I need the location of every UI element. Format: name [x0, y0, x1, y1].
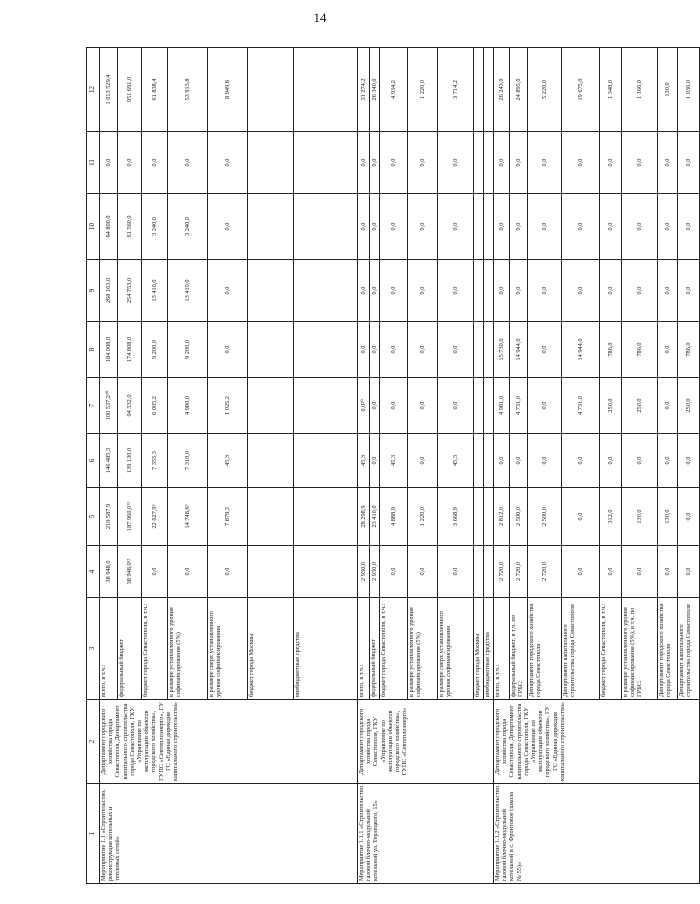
- amount-cell: [474, 434, 484, 488]
- amount-cell: [484, 260, 494, 322]
- amount-cell: 1 220,0: [408, 48, 438, 132]
- amount-cell: 0,0: [494, 260, 510, 322]
- amount-cell: 0,0: [370, 322, 380, 378]
- amount-cell: 0,0: [380, 546, 408, 598]
- amount-cell: 786,0: [622, 322, 658, 378]
- amount-cell: [474, 260, 484, 322]
- table-row: [100, 48, 118, 884]
- amount-cell: 0,0: [658, 322, 678, 378]
- funding-source-cell: внебюджетные средства: [294, 598, 358, 700]
- amount-cell: 0,0: [494, 194, 510, 260]
- column-number: 3: [87, 598, 100, 700]
- amount-cell: 0,0: [658, 546, 678, 598]
- amount-cell: 0,0: [208, 194, 248, 260]
- amount-cell: 0,0: [358, 194, 370, 260]
- amount-cell: 786,0: [600, 322, 622, 378]
- amount-cell: [484, 132, 494, 194]
- amount-cell: 0,0: [562, 546, 600, 598]
- amount-cell: 250,0: [622, 378, 658, 434]
- amount-cell: [294, 132, 358, 194]
- amount-cell: 0,0: [408, 434, 438, 488]
- amount-cell: 0,0: [408, 132, 438, 194]
- amount-cell: 2 720,0: [528, 546, 562, 598]
- amount-cell: 786,0: [678, 322, 700, 378]
- amount-cell: [248, 378, 294, 434]
- amount-cell: [294, 322, 358, 378]
- amount-cell: 15 730,0: [494, 322, 510, 378]
- amount-cell: 100 537,2²⁰: [100, 378, 118, 434]
- funding-source-cell: в размере установленного уровня софинансирования (5%): [408, 598, 438, 700]
- amount-cell: 0,0: [528, 322, 562, 378]
- amount-cell: 0,0: [528, 132, 562, 194]
- amount-cell: [294, 488, 358, 546]
- amount-cell: 0,0: [408, 546, 438, 598]
- amount-cell: 1 013 529,4: [100, 48, 118, 132]
- amount-cell: 0,0: [380, 194, 408, 260]
- amount-cell: 0,0: [208, 322, 248, 378]
- amount-cell: 4 888,9: [380, 488, 408, 546]
- amount-cell: 45,3: [380, 434, 408, 488]
- amount-cell: 139 130,0: [118, 434, 142, 488]
- amount-cell: 0,0: [622, 546, 658, 598]
- amount-cell: 0,0: [678, 488, 700, 546]
- amount-cell: 0,0: [438, 194, 474, 260]
- event-name-cell: Мероприятие 1.1 «Строительство, реконструкция котельных и тепловых сетей»: [100, 784, 358, 884]
- amount-cell: 0,0: [600, 132, 622, 194]
- amount-cell: [474, 194, 484, 260]
- amount-cell: 0,0: [380, 132, 408, 194]
- amount-cell: 61 560,0: [118, 194, 142, 260]
- amount-cell: [294, 546, 358, 598]
- amount-cell: 0,0: [100, 132, 118, 194]
- amount-cell: 268 163,0: [100, 260, 118, 322]
- amount-cell: 0,0: [528, 434, 562, 488]
- amount-cell: 3 240,0: [142, 194, 168, 260]
- funding-source-cell: Департамент городского хозяйства города Севастополя: [658, 598, 678, 700]
- amount-cell: [474, 322, 484, 378]
- amount-cell: 0,0: [408, 260, 438, 322]
- amount-cell: 26 243,0: [494, 48, 510, 132]
- funding-source-cell: в размере сверх установленного уровня софинансирования: [208, 598, 248, 700]
- amount-cell: 7 879,3: [208, 488, 248, 546]
- amount-cell: 38 948,0¹²: [118, 546, 142, 598]
- amount-cell: 13 410,0: [142, 260, 168, 322]
- amount-cell: [484, 322, 494, 378]
- amount-cell: 0,0: [678, 260, 700, 322]
- amount-cell: 0,0: [562, 488, 600, 546]
- amount-cell: 3 668,9: [438, 488, 474, 546]
- amount-cell: 38 948,0: [100, 546, 118, 598]
- amount-cell: 2 812,0: [494, 488, 510, 546]
- amount-cell: 951 691,0: [118, 48, 142, 132]
- amount-cell: 0,0: [438, 546, 474, 598]
- funding-source-cell: федеральный бюджет: [118, 598, 142, 700]
- amount-cell: 0,0: [208, 260, 248, 322]
- amount-cell: 250,0: [678, 378, 700, 434]
- column-number-row: [87, 48, 100, 884]
- funding-source-cell: бюджет города Севастополя, в т.ч.:: [380, 598, 408, 700]
- amount-cell: 0,0: [622, 194, 658, 260]
- amount-cell: 0,0: [142, 132, 168, 194]
- column-number: 9: [87, 260, 100, 322]
- amount-cell: 0,0: [370, 194, 380, 260]
- column-number: 4: [87, 546, 100, 598]
- amount-cell: 8 949,8: [208, 48, 248, 132]
- amount-cell: 0,0: [678, 434, 700, 488]
- amount-cell: 174 808,0: [118, 322, 142, 378]
- amount-cell: 0,0: [562, 132, 600, 194]
- column-number: 6: [87, 434, 100, 488]
- amount-cell: 0,0: [370, 434, 380, 488]
- amount-cell: [294, 48, 358, 132]
- funding-source-cell: в размере установленного уровня софинансирования (5%): [168, 598, 208, 700]
- amount-cell: 0,0: [438, 322, 474, 378]
- amount-cell: 254 753,0: [118, 260, 142, 322]
- funding-source-cell: бюджет города Севастополя, в т.ч.:: [142, 598, 168, 700]
- amount-cell: 9 200,0: [168, 322, 208, 378]
- amount-cell: 4 981,0: [494, 378, 510, 434]
- funding-source-cell: бюджет города Москвы: [248, 598, 294, 700]
- amount-cell: 3 240,0: [168, 194, 208, 260]
- amount-cell: 4 934,2: [380, 48, 408, 132]
- amount-cell: 0,0: [438, 260, 474, 322]
- amount-cell: 130,0: [622, 488, 658, 546]
- amount-cell: 2 720,0: [494, 546, 510, 598]
- funding-source-cell: бюджет города Севастополя, в т.ч.:: [600, 598, 622, 700]
- amount-cell: 64 800,0: [100, 194, 118, 260]
- amount-cell: 0,0: [528, 260, 562, 322]
- amount-cell: 0,0: [370, 260, 380, 322]
- column-number: 5: [87, 488, 100, 546]
- funding-source-cell: всего, в т.ч.:: [494, 598, 510, 700]
- amount-cell: 250,0: [600, 378, 622, 434]
- amount-cell: [248, 48, 294, 132]
- amount-cell: 0,0: [658, 194, 678, 260]
- amount-cell: 31 274,2: [358, 48, 370, 132]
- amount-cell: 0,0: [600, 194, 622, 260]
- executor-cell: Департамент городского хозяйства города Севастополя, Департамент капитального строительства города Севастополя, ГКУ «Управление по эксплуатации объектов городского хозяйства», ГУПС «Севтеплоэнерго», ГУ ГС «Единая дирекция капитального строительства»: [100, 700, 358, 784]
- budget-table: [86, 47, 700, 884]
- amount-cell: 0,0: [510, 132, 528, 194]
- funding-source-cell: федеральный бюджет, в т.ч. по ГРБС:: [510, 598, 528, 700]
- amount-cell: [474, 378, 484, 434]
- amount-cell: 1 348,0: [600, 48, 622, 132]
- amount-cell: 0,0: [678, 132, 700, 194]
- amount-cell: 2 930,0: [370, 546, 380, 598]
- amount-cell: [484, 48, 494, 132]
- amount-cell: [248, 434, 294, 488]
- amount-cell: 0,0: [168, 132, 208, 194]
- amount-cell: 0,0: [438, 132, 474, 194]
- funding-source-cell: всего, в т.ч.:: [358, 598, 370, 700]
- amount-cell: 0,0: [380, 378, 408, 434]
- amount-cell: 0,0: [678, 546, 700, 598]
- amount-cell: 0,0: [562, 434, 600, 488]
- executor-cell: Департамент городского хозяйства города Севастополя, ГКУ «Управление по эксплуатации объектов городского хозяйства», ГУПС «Севтеплоэнерго»: [358, 700, 494, 784]
- amount-cell: 0,0: [658, 260, 678, 322]
- amount-cell: [474, 488, 484, 546]
- amount-cell: 0,0: [600, 260, 622, 322]
- amount-cell: 0,0: [358, 322, 370, 378]
- amount-cell: 0,0: [562, 260, 600, 322]
- amount-cell: 22 627,9³: [142, 488, 168, 546]
- amount-cell: 1 220,0: [408, 488, 438, 546]
- amount-cell: 0,0: [380, 322, 408, 378]
- amount-cell: 2 500,0: [528, 488, 562, 546]
- amount-cell: 0,0: [510, 434, 528, 488]
- amount-cell: [294, 378, 358, 434]
- amount-cell: 0,0: [408, 322, 438, 378]
- amount-cell: [484, 488, 494, 546]
- amount-cell: 3 714,2: [438, 48, 474, 132]
- amount-cell: 0,0: [658, 378, 678, 434]
- amount-cell: 146 485,3: [100, 434, 118, 488]
- amount-cell: 26 340,0: [370, 48, 380, 132]
- amount-cell: 0,0: [600, 434, 622, 488]
- amount-cell: 0,0: [658, 132, 678, 194]
- amount-cell: 9 200,0: [142, 322, 168, 378]
- amount-cell: 0,0: [494, 132, 510, 194]
- amount-cell: 0,0: [142, 546, 168, 598]
- amount-cell: 23 410,0: [370, 488, 380, 546]
- amount-cell: 0,0: [408, 194, 438, 260]
- amount-cell: 0,0: [118, 132, 142, 194]
- funding-source-cell: в размере установленного уровня софинансирования (5%), в т.ч. по ГРБС:: [622, 598, 658, 700]
- amount-cell: 0,0: [622, 132, 658, 194]
- amount-cell: 94 532,0: [118, 378, 142, 434]
- amount-cell: 210 587,9: [100, 488, 118, 546]
- page-number: 14: [313, 10, 327, 25]
- event-name-cell: Мероприятие 1.1.1 «Строительство газовой блочно-модульной котельной ул. Терлецкого, 15»: [358, 784, 494, 884]
- amount-cell: 130,0: [658, 48, 678, 132]
- amount-cell: [484, 378, 494, 434]
- amount-cell: 312,0: [600, 488, 622, 546]
- amount-cell: 6 005,2: [142, 378, 168, 434]
- amount-cell: 0,0: [438, 378, 474, 434]
- amount-cell: 14 944,0: [510, 322, 528, 378]
- amount-cell: 0,0: [510, 194, 528, 260]
- amount-cell: 7 355,3: [142, 434, 168, 488]
- amount-cell: [248, 488, 294, 546]
- amount-cell: 0,0: [408, 378, 438, 434]
- amount-cell: 13 410,0: [168, 260, 208, 322]
- amount-cell: 130,0: [658, 488, 678, 546]
- amount-cell: 19 675,0: [562, 48, 600, 132]
- amount-cell: [294, 434, 358, 488]
- amount-cell: 45,3: [358, 434, 370, 488]
- column-number: 11: [87, 132, 100, 194]
- table-row: [494, 48, 510, 884]
- amount-cell: 53 913,8: [168, 48, 208, 132]
- column-number: 8: [87, 322, 100, 378]
- amount-cell: [248, 322, 294, 378]
- amount-cell: 4 980,0: [168, 378, 208, 434]
- column-number: 10: [87, 194, 100, 260]
- column-number: 2: [87, 700, 100, 784]
- executor-cell: Департамент городского хозяйства города Севастополя, Департамент капитального строительства города Севастополя, ГКУ «Управление по эксплуатации объектов городского хозяйства», ГУ ГС «Единая дирекция капитального строительства»: [494, 700, 700, 784]
- funding-source-cell: Департамент капитального строительства города Севастополя: [678, 598, 700, 700]
- amount-cell: 0,0: [168, 546, 208, 598]
- amount-cell: [294, 260, 358, 322]
- amount-cell: [294, 194, 358, 260]
- amount-cell: 45,3: [438, 434, 474, 488]
- amount-cell: [248, 194, 294, 260]
- amount-cell: [484, 546, 494, 598]
- amount-cell: 0,0²⁰: [358, 378, 370, 434]
- amount-cell: 0,0: [528, 194, 562, 260]
- funding-source-cell: Департамент капитального строительства города Севастополя: [562, 598, 600, 700]
- column-number: 1: [87, 784, 100, 884]
- amount-cell: 0,0: [208, 546, 248, 598]
- amount-cell: 5 220,0: [528, 48, 562, 132]
- amount-cell: 4 731,0: [510, 378, 528, 434]
- amount-cell: [248, 546, 294, 598]
- amount-cell: 0,0: [622, 434, 658, 488]
- amount-cell: 28 298,9: [358, 488, 370, 546]
- amount-cell: 187 960,0¹³: [118, 488, 142, 546]
- column-number: 12: [87, 48, 100, 132]
- amount-cell: [474, 546, 484, 598]
- amount-cell: 184 008,0: [100, 322, 118, 378]
- amount-cell: [248, 132, 294, 194]
- amount-cell: 4 731,0: [562, 378, 600, 434]
- funding-source-cell: бюджет города Москвы: [474, 598, 484, 700]
- budget-table-body: [86, 48, 700, 884]
- funding-source-cell: в размере сверх установленного уровня софинансирования: [438, 598, 474, 700]
- amount-cell: 14 748,6³: [168, 488, 208, 546]
- amount-cell: [484, 194, 494, 260]
- amount-cell: 0,0: [658, 434, 678, 488]
- funding-source-cell: федеральный бюджет: [370, 598, 380, 700]
- amount-cell: [474, 132, 484, 194]
- funding-source-cell: внебюджетные средства: [484, 598, 494, 700]
- amount-cell: 0,0: [600, 546, 622, 598]
- amount-cell: [484, 434, 494, 488]
- amount-cell: [248, 260, 294, 322]
- amount-cell: 45,3: [208, 434, 248, 488]
- amount-cell: 2 720,0: [510, 546, 528, 598]
- amount-cell: 0,0: [510, 260, 528, 322]
- amount-cell: 7 310,0: [168, 434, 208, 488]
- column-number: 7: [87, 378, 100, 434]
- amount-cell: 0,0: [622, 260, 658, 322]
- rotated-table-container: [86, 48, 693, 884]
- amount-cell: 0,0: [380, 260, 408, 322]
- amount-cell: 24 895,0: [510, 48, 528, 132]
- amount-cell: 2 930,0: [358, 546, 370, 598]
- amount-cell: 1 036,0: [678, 48, 700, 132]
- funding-source-cell: всего, в т.ч.:: [100, 598, 118, 700]
- amount-cell: 0,0: [494, 434, 510, 488]
- amount-cell: 0,0: [370, 378, 380, 434]
- amount-cell: 0,0: [678, 194, 700, 260]
- amount-cell: 0,0: [358, 260, 370, 322]
- amount-cell: 2 500,0: [510, 488, 528, 546]
- amount-cell: 1 025,2: [208, 378, 248, 434]
- amount-cell: [474, 48, 484, 132]
- amount-cell: 0,0: [358, 132, 370, 194]
- amount-cell: 14 944,0: [562, 322, 600, 378]
- amount-cell: 0,0: [528, 378, 562, 434]
- amount-cell: 0,0: [208, 132, 248, 194]
- event-name-cell: Мероприятие 1.1.2 «Строительство газовой блочно-модульной котельной в с. Фронтовое (школа № 55)»: [494, 784, 700, 884]
- amount-cell: 61 838,4: [142, 48, 168, 132]
- funding-source-cell: Департамент городского хозяйства города Севастополя: [528, 598, 562, 700]
- table-row: [358, 48, 370, 884]
- amount-cell: 1 166,0: [622, 48, 658, 132]
- amount-cell: 0,0: [370, 132, 380, 194]
- amount-cell: 0,0: [562, 194, 600, 260]
